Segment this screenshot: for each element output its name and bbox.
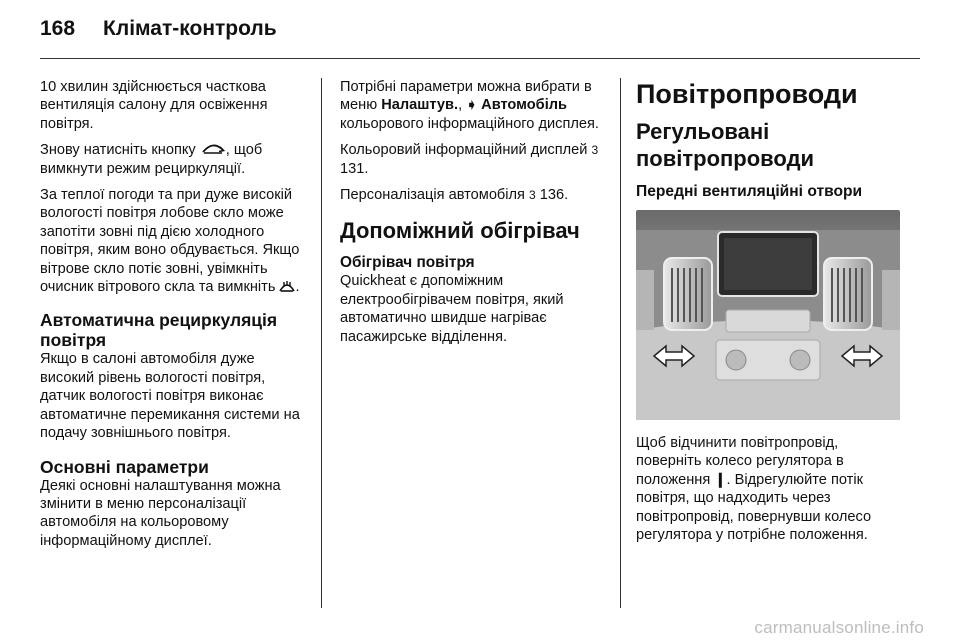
watermark: carmanualsonline.info bbox=[754, 618, 924, 637]
windshield-wiper-icon bbox=[279, 279, 295, 295]
paragraph-ventilation: 10 хвилин здійснюється часткова вентиляція салону для освіження повітря. bbox=[40, 79, 268, 132]
text-segment: , bbox=[458, 97, 467, 114]
vent-position-icon: ❙ bbox=[714, 471, 727, 488]
heading-front-vents: Передні вентиляційні отвори bbox=[636, 183, 863, 200]
menu-vehicle-label: Автомобіль bbox=[477, 97, 567, 114]
heading-air-heater: Обігрівач повітря bbox=[340, 254, 475, 272]
header-divider bbox=[40, 58, 920, 59]
text-segment: Потрібні параметри можна вибрати в меню bbox=[340, 79, 592, 114]
paragraph-auto-recirculation: Якщо в салоні автомобіля дуже високий рівень вологості повітря, датчик вологості повітря виконає автоматичне перемикання системи на подачу зовнішнього повітря. bbox=[40, 351, 300, 442]
front-vents-illustration bbox=[636, 210, 900, 420]
text-segment: . Відрегулюйте потік повітря, що надходить через повітропровід, повернувши колесо регулятора у потрібне положення. bbox=[636, 471, 872, 544]
page-header bbox=[40, 17, 277, 47]
paragraph-recirculation-off bbox=[40, 141, 308, 178]
heading-auto-recirculation: Автоматична рециркуляція повітря bbox=[40, 310, 278, 351]
chapter-title: Клімат-контроль bbox=[103, 17, 277, 40]
page-reference-icon: 3 bbox=[591, 143, 599, 158]
text-segment: , щоб вимкнути режим рециркуляції. bbox=[40, 142, 263, 177]
page-reference: 136. bbox=[535, 187, 569, 204]
text-segment: Персоналізація автомобіля bbox=[340, 187, 530, 204]
column-3 bbox=[636, 78, 906, 552]
paragraph-personalization-ref bbox=[340, 186, 606, 204]
column-divider-1 bbox=[321, 78, 322, 608]
paragraph-vent-instructions bbox=[636, 434, 906, 544]
text-segment: кольорового інформаційного дисплея. bbox=[340, 115, 599, 132]
column-2 bbox=[340, 78, 606, 354]
paragraph-basic-settings: Деякі основні налаштування можна змінити в меню персоналізації автомобіля на кольоровому інформаційному дисплеї. bbox=[40, 477, 281, 549]
heading-adjustable-vents: Регульовані повітропроводи bbox=[636, 119, 815, 171]
heading-air-vents: Повітропроводи bbox=[636, 79, 858, 109]
text-segment: Знову натисніть кнопку bbox=[40, 142, 200, 159]
column-divider-2 bbox=[620, 78, 621, 608]
paragraph-settings-menu bbox=[340, 78, 606, 133]
menu-settings-label: Налаштув. bbox=[381, 97, 459, 114]
paragraph-color-display-ref bbox=[340, 141, 606, 178]
text-segment: Щоб відчинити повітропровід, поверніть колесо регулятора в положення bbox=[636, 435, 844, 488]
page-number: 168 bbox=[40, 17, 76, 40]
paragraph-fogging bbox=[40, 186, 308, 296]
paragraph-air-heater: Quickheat є допоміжним електрообігрівачем повітря, який автоматично швидше нагріває пасажирське відділення. bbox=[340, 273, 564, 345]
text-segment: . bbox=[295, 279, 300, 296]
text-segment: За теплої погоди та при дуже високій вологості повітря лобове скло може запотіти зовні під дією холодного повітря, яким воно обдувається. Якщо вітрове скло потіє зовні, увімкніть очисник вітрового скла та вимкніть bbox=[40, 187, 300, 296]
menu-arrow-icon: ➧ bbox=[466, 97, 478, 113]
recirculation-icon bbox=[200, 142, 226, 158]
column-1 bbox=[40, 78, 308, 558]
heading-auxiliary-heater: Допоміжний обігрівач bbox=[340, 218, 580, 244]
page-reference-icon: 3 bbox=[529, 188, 536, 203]
text-segment: Кольоровий інформаційний дисплей bbox=[340, 142, 592, 159]
heading-basic-settings: Основні параметри bbox=[40, 456, 209, 477]
page-reference: 131. bbox=[340, 160, 369, 177]
